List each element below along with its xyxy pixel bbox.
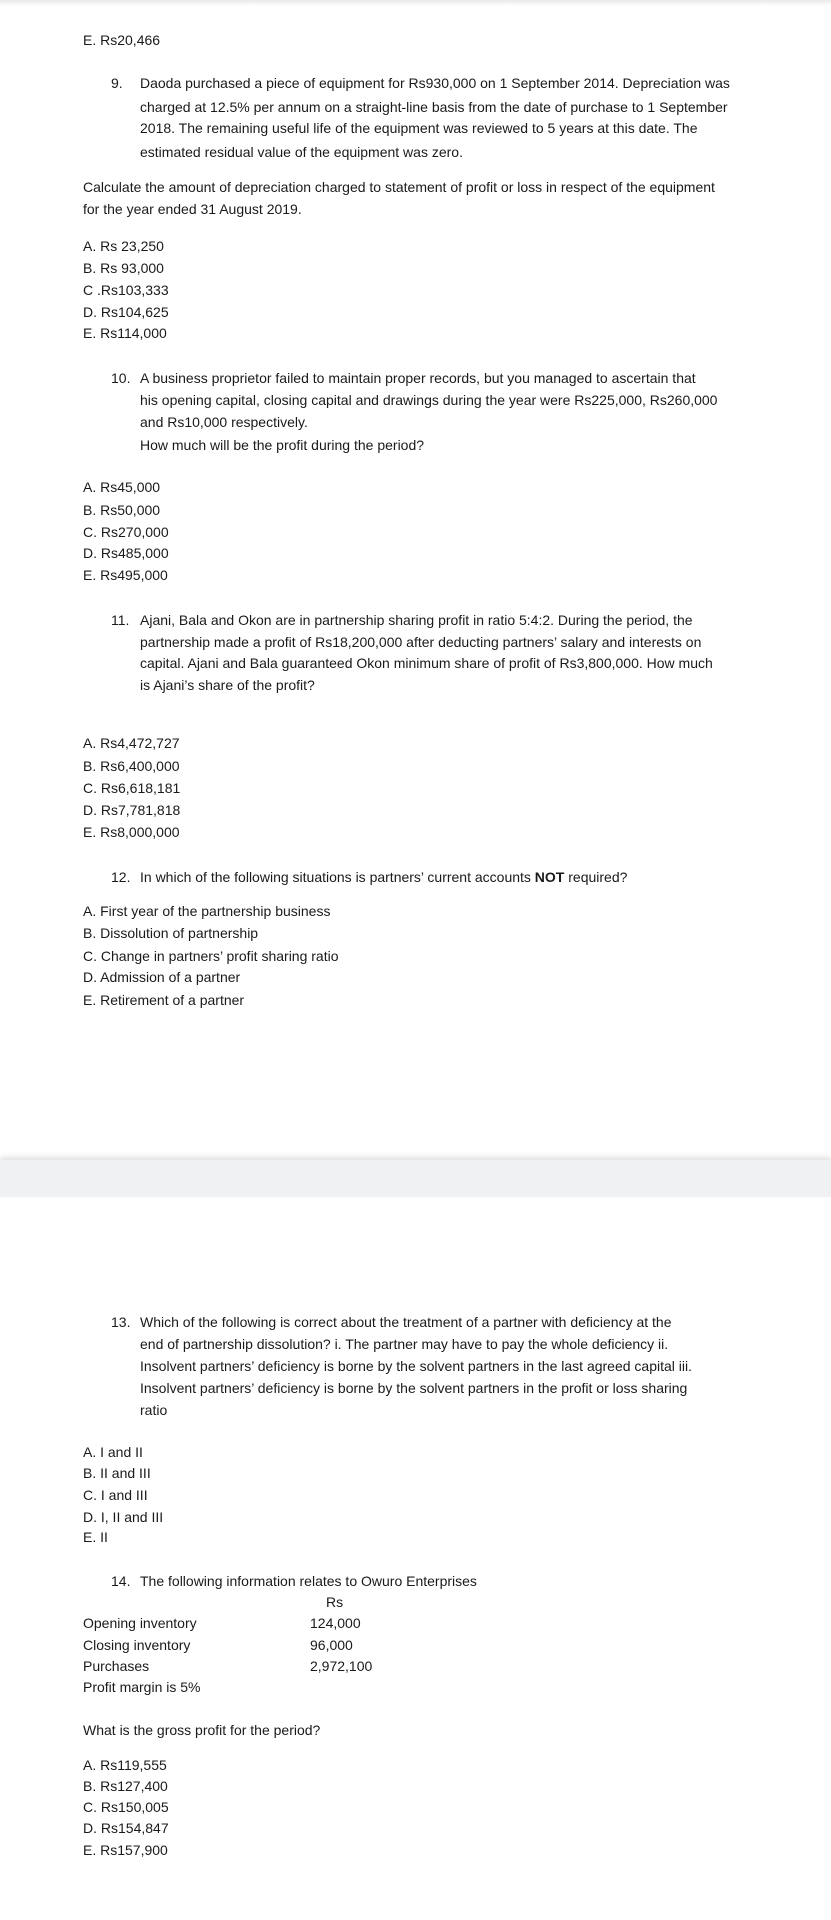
answer-option-a[interactable]: A. First year of the partnership business — [83, 903, 331, 919]
answer-option-a[interactable]: A. Rs119,555 — [83, 1757, 167, 1773]
question-prompt-line: What is the gross profit for the period? — [83, 1722, 321, 1738]
answer-option-a[interactable]: A. Rs 23,250 — [83, 238, 164, 254]
answer-option-e[interactable]: E. Rs114,000 — [83, 325, 167, 341]
question-text-line: How much will be the profit during the period? — [140, 437, 425, 453]
question-text-line: Ajani, Bala and Okon are in partnership sharing profit in ratio 5:4:2. During the period, the — [140, 612, 693, 628]
answer-option-d[interactable]: D. Rs485,000 — [83, 545, 169, 561]
question-text-line: end of partnership dissolution? i. The partner may have to pay the whole deficiency ii. — [140, 1336, 669, 1352]
answer-option-b[interactable]: B. Rs127,400 — [83, 1778, 168, 1794]
answer-option-b[interactable]: B. Rs6,400,000 — [83, 758, 180, 774]
question-text-line: and Rs10,000 respectively. — [140, 414, 308, 430]
question-text-line: charged at 12.5% per annum on a straight-line basis from the date of purchase to 1 September — [140, 99, 728, 115]
question-text-line: Insolvent partners’ deficiency is borne by the solvent partners in the last agreed capital iii. — [140, 1358, 693, 1374]
question-text-part: required? — [564, 869, 628, 885]
question-number: 14. — [111, 1573, 131, 1589]
previous-option-e: E. Rs20,466 — [83, 32, 161, 48]
question-text-line: ratio — [140, 1402, 168, 1418]
answer-option-c[interactable]: C. Rs270,000 — [83, 524, 169, 540]
answer-option-d[interactable]: D. I, II and III — [83, 1509, 164, 1525]
question-text-line: partnership made a profit of Rs18,200,000 after deducting partners’ salary and interests on — [140, 634, 702, 650]
table-row-label: Purchases — [83, 1658, 150, 1674]
answer-option-d[interactable]: D. Rs154,847 — [83, 1820, 169, 1836]
question-text-line: capital. Ajani and Bala guaranteed Okon minimum share of profit of Rs3,800,000. How much — [140, 655, 713, 671]
answer-option-b[interactable]: B. Rs50,000 — [83, 502, 161, 518]
question-text-line: his opening capital, closing capital and drawings during the year were Rs225,000, Rs260,000 — [140, 392, 718, 408]
question-number: 12. — [111, 869, 131, 885]
answer-option-c[interactable]: C .Rs103,333 — [83, 282, 169, 298]
answer-option-c[interactable]: C. I and III — [83, 1487, 148, 1503]
question-number: 10. — [111, 370, 131, 386]
answer-option-e[interactable]: E. Retirement of a partner — [83, 992, 245, 1008]
answer-option-d[interactable]: D. Rs104,625 — [83, 304, 169, 320]
question-prompt-line: Calculate the amount of depreciation charged to statement of profit or loss in respect of the equipment — [83, 179, 715, 195]
answer-option-c[interactable]: C. Change in partners’ profit sharing ratio — [83, 948, 339, 964]
table-row-value: 2,972,100 — [310, 1658, 373, 1674]
answer-option-e[interactable]: E. II — [83, 1529, 108, 1545]
question-text-line: A business proprietor failed to maintain proper records, but you managed to ascertain that — [140, 370, 696, 386]
answer-option-e[interactable]: E. Rs157,900 — [83, 1842, 168, 1858]
emphasis-not: NOT — [534, 869, 565, 885]
question-prompt-line: for the year ended 31 August 2019. — [83, 201, 302, 217]
question-number: 13. — [111, 1314, 131, 1330]
question-number: 11. — [111, 612, 130, 628]
question-text-part: In which of the following situations is partners’ current accounts — [140, 869, 535, 885]
question-text-line: Which of the following is correct about the treatment of a partner with deficiency at the — [140, 1314, 672, 1330]
question-number: 9. — [111, 75, 123, 91]
table-row-label: Closing inventory — [83, 1637, 191, 1653]
question-text-line: Daoda purchased a piece of equipment for Rs930,000 on 1 September 2014. Depreciation was — [140, 75, 730, 91]
question-text — [140, 866, 627, 888]
answer-option-e[interactable]: E. Rs8,000,000 — [83, 824, 180, 840]
answer-option-b[interactable]: B. Dissolution of partnership — [83, 925, 259, 941]
top-edge-shadow — [0, 0, 831, 6]
answer-option-b[interactable]: B. II and III — [83, 1465, 151, 1481]
profit-margin-note: Profit margin is 5% — [83, 1679, 201, 1695]
answer-option-b[interactable]: B. Rs 93,000 — [83, 260, 164, 276]
answer-option-d[interactable]: D. Admission of a partner — [83, 969, 241, 985]
answer-option-c[interactable]: C. Rs150,005 — [83, 1799, 169, 1815]
answer-option-a[interactable]: A. Rs4,472,727 — [83, 735, 180, 751]
answer-option-a[interactable]: A. I and II — [83, 1444, 143, 1460]
question-text-line: estimated residual value of the equipment was zero. — [140, 144, 463, 160]
question-text-line: 2018. The remaining useful life of the equipment was reviewed to 5 years at this date. The — [140, 120, 698, 136]
answer-option-c[interactable]: C. Rs6,618,181 — [83, 780, 181, 796]
question-text-line: is Ajani’s share of the profit? — [140, 677, 315, 693]
page-separator — [0, 1160, 831, 1197]
table-row-value: 124,000 — [310, 1615, 361, 1631]
question-text-line: Insolvent partners’ deficiency is borne by the solvent partners in the profit or loss sharing — [140, 1380, 688, 1396]
answer-option-d[interactable]: D. Rs7,781,818 — [83, 802, 181, 818]
question-text-line: The following information relates to Owuro Enterprises — [140, 1573, 477, 1589]
answer-option-a[interactable]: A. Rs45,000 — [83, 479, 161, 495]
table-row-label: Opening inventory — [83, 1615, 197, 1631]
answer-option-e[interactable]: E. Rs495,000 — [83, 567, 168, 583]
table-row-value: 96,000 — [310, 1637, 353, 1653]
currency-header: Rs — [326, 1594, 344, 1610]
